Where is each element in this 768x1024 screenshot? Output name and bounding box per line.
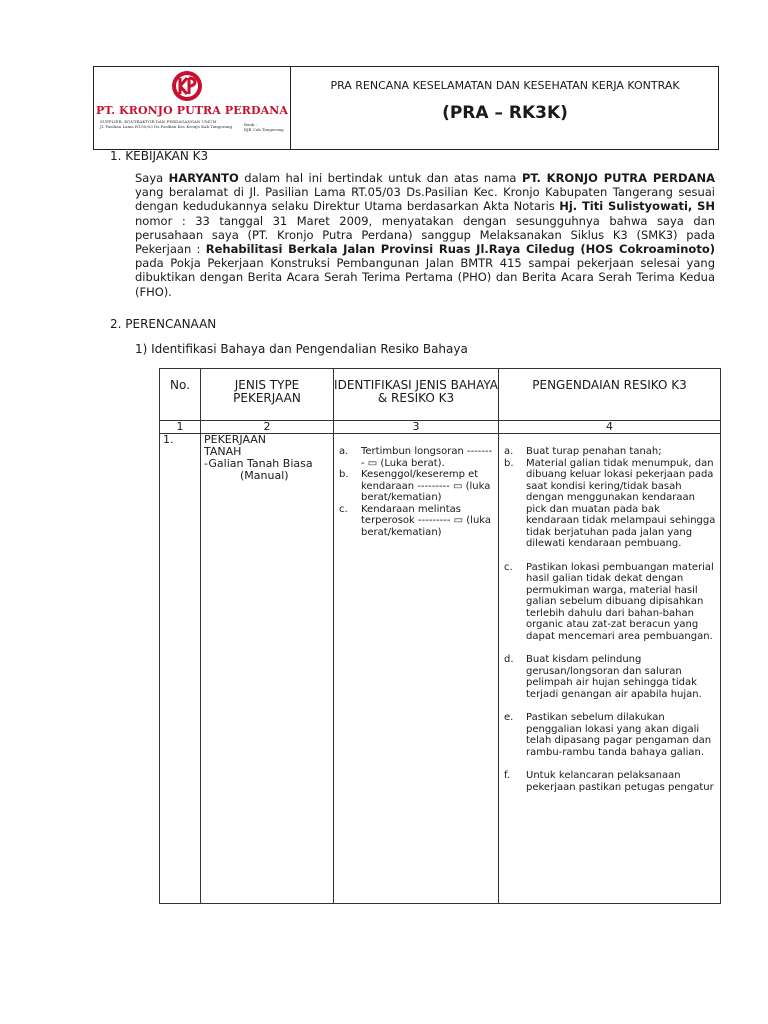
hazard-table [159, 368, 721, 904]
tagline-text: SUPPLIER, KONTRAKTOR DAN PERDAGANGAN UMUM [100, 119, 217, 124]
col-number: 4 [499, 421, 721, 434]
control-item-text: Pastikan lokasi pembuangan material hasil galian tidak dekat dengan permukiman warga, material hasil galian sebelum dibuang dipisahkan terlebih dahulu dari bahan-bahan organic atau zat-zat beracun yang dapat mencemari area pembuangan. [526, 561, 714, 642]
hazard-item [339, 504, 494, 539]
control-item-marker: b. [504, 457, 514, 469]
hazard-item-text: Kesenggol/keseremp et kendaraan --------- ▭ (luka berat/kematian) [361, 469, 491, 503]
para-text-4: nomor : 33 tanggal 31 Maret 2009, menyatakan dengan sesungguhnya bahwa saya dan perusahaan saya (PT. Kronjo Putra Perdana) sanggup Melaksanakan Siklus K3 (SMK3) pada Pekerjaan : [135, 213, 715, 257]
job-title: PEKERJAAN TANAH [204, 433, 267, 458]
header-no: No. [160, 369, 201, 421]
control-item-marker: c. [504, 561, 513, 573]
job-type-cell [201, 434, 334, 904]
col-number: 3 [334, 421, 499, 434]
header-hazard: IDENTIFIKASI JENIS BAHAYA & RESIKO K3 [334, 369, 499, 421]
bank-value: BJB Cab.Tangerang [244, 127, 284, 132]
company-block [94, 67, 291, 149]
column-number-row [160, 421, 721, 434]
control-item [504, 654, 716, 700]
control-item-marker: a. [504, 446, 514, 457]
control-item-text: Buat kisdam pelindung gerusan/longsoran dan saluran pelimpah air hujan sehingga tidak terjadi genangan air apabila hujan. [526, 654, 702, 700]
control-item [504, 458, 716, 550]
control-item-text: Pastikan sebelum dilakukan penggalian lokasi yang akan digali telah dipasang pagar pengaman dan rambu-rambu tanda bahaya galian. [526, 712, 712, 758]
hazard-item-text: Tertimbun longsoran -------- ▭ (Luka berat). [361, 446, 493, 469]
table-header-row [160, 369, 721, 421]
col-number: 1 [160, 421, 201, 434]
table-row [160, 434, 721, 904]
project-name: Rehabilitasi Berkala Jalan Provinsi Ruas Jl.Raya Ciledug (HOS Cokroaminoto) [205, 242, 715, 257]
control-cell [499, 434, 721, 904]
company-logo-icon [170, 69, 204, 103]
para-text-2: dalam hal ini bertindak untuk dan atas nama [238, 171, 522, 185]
col-number: 2 [201, 421, 334, 434]
subsection-heading: 1) Identifikasi Bahaya dan Pengendalian Resiko Bahaya [135, 342, 468, 356]
hazard-item [339, 469, 494, 504]
hazard-item-text: Kendaraan melintas terperosok --------- ▭ (luka berat/kematian) [361, 503, 492, 538]
document-header [93, 66, 719, 150]
hazard-item-marker: a. [339, 446, 349, 457]
notary-name: Hj. Titi Sulistyowati, SH [559, 199, 715, 214]
address-text: Jl. Pasilian Lama RT.05/03 Ds.Pasilian Kec.Kronjo Kab.Tangerang [100, 124, 233, 129]
control-item [504, 712, 716, 758]
bank-info [244, 122, 288, 132]
row-number: 1. [160, 434, 201, 904]
section-2-heading: 2. PERENCANAAN [110, 317, 217, 331]
company-name: PT. KRONJO PUTRA PERDANA [95, 104, 289, 117]
para-text-1: Saya [135, 171, 169, 185]
document-title: PRA RENCANA KESELAMATAN DAN KESEHATAN KERJA KONTRAK [330, 79, 680, 92]
document-code: (PRA – RK3K) [442, 103, 568, 123]
control-item [504, 562, 716, 643]
para-text-3: yang beralamat di Jl. Pasilian Lama RT.05/03 Ds.Pasilian Kec. Kronjo Kabupaten Tangerang sesuai dengan kedudukannya selaku Direktur Utama berdasarkan Akta Notaris [135, 185, 715, 214]
director-name: HARYANTO [168, 171, 239, 185]
company-name-inline: PT. KRONJO PUTRA PERDANA [521, 171, 715, 185]
job-detail: -Galian Tanah Biasa [204, 457, 313, 470]
bank-label: Bank : [244, 122, 257, 127]
hazard-item [339, 446, 494, 469]
control-item [504, 770, 716, 793]
control-item-marker: d. [504, 654, 514, 665]
hazard-item-marker: c. [339, 503, 348, 515]
section-1-heading: 1. KEBIJAKAN K3 [110, 149, 209, 163]
para-text-5: pada Pokja Pekerjaan Konstruksi Pembangunan Jalan BMTR 415 sampai pekerjaan selesai yang dibuktikan dengan Berita Acara Serah Terima Pertama (PHO) dan Berita Acara Serah Terima Kedua (FHO). [135, 256, 715, 299]
company-tagline [100, 119, 250, 129]
hazard-list [334, 434, 498, 542]
hazard-cell [334, 434, 499, 904]
header-control: PENGENDAIAN RESIKO K3 [499, 369, 721, 421]
control-list [499, 434, 720, 809]
header-job-type: JENIS TYPE PEKERJAAN [201, 369, 334, 421]
control-item [504, 446, 716, 458]
hazard-item-marker: b. [339, 469, 349, 480]
title-block [291, 67, 719, 149]
control-item-marker: e. [504, 712, 514, 723]
control-item-text: Material galian tidak menumpuk, dan dibuang keluar lokasi pekerjaan pada saat kondisi kering/tidak basah dengan menggunakan kendaraan pick dan muatan pada bak kendaraan tidak melampaui sehingga tidak berjatuhan pada jalan yang dilewati kendaraan pembuang. [526, 457, 716, 549]
policy-paragraph [135, 171, 715, 299]
job-mode: (Manual) [240, 469, 289, 482]
control-item-text: Buat turap penahan tanah; [526, 446, 662, 457]
control-item-marker: f. [504, 770, 510, 781]
control-item-text: Untuk kelancaran pelaksanaan pekerjaan pastikan petugas pengatur [526, 770, 714, 793]
